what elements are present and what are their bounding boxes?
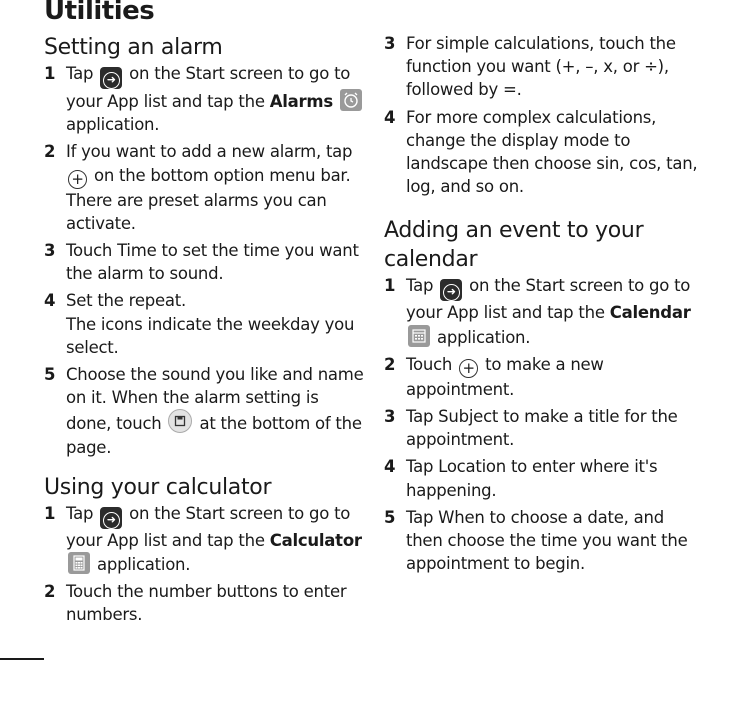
- step-number: 1: [384, 276, 396, 296]
- step-text: Tap: [66, 503, 99, 523]
- page-title: Utilities: [44, 0, 155, 26]
- left-column: [44, 0, 364, 631]
- list-item: [44, 62, 364, 136]
- footer-rule: [0, 658, 44, 660]
- list-item: [44, 239, 364, 285]
- step-text: to make a new appointment.: [406, 354, 604, 399]
- calendar-steps: [384, 274, 699, 575]
- step-text: on the Start screen to go to your App list and tap the: [406, 276, 691, 323]
- calculator-steps: [44, 502, 364, 627]
- step-text: Choose the sound you like and name on it. When the alarm setting is done, touch: [66, 365, 364, 434]
- step-number: 1: [44, 64, 56, 83]
- step-text: Touch the number buttons to enter numbers.: [66, 582, 347, 625]
- section-calendar: [384, 216, 699, 575]
- arrow-circle-icon: ➜: [100, 67, 122, 89]
- calculator-icon: [68, 552, 90, 574]
- step-number: 2: [44, 142, 56, 162]
- step-text: The icons indicate the weekday you select.: [66, 314, 355, 357]
- step-number: 5: [384, 507, 396, 527]
- right-column: [384, 32, 699, 579]
- list-item: [384, 274, 699, 348]
- step-text: Tap Subject to make a title for the appointment.: [406, 407, 678, 450]
- section-title-alarm: Setting an alarm: [44, 35, 223, 60]
- step-text: Touch: [406, 354, 458, 374]
- step-number: 5: [44, 365, 56, 385]
- step-number: 1: [44, 503, 56, 523]
- step-text: Tap: [66, 64, 99, 83]
- list-item: [384, 32, 699, 102]
- plus-circle-icon: +: [459, 359, 478, 378]
- step-number: 4: [44, 291, 56, 311]
- list-item: [44, 140, 364, 235]
- step-number: 2: [44, 582, 56, 602]
- step-number: 3: [384, 407, 396, 427]
- section-title-calculator: Using your calculator: [44, 474, 272, 500]
- step-text: For simple calculations, touch the function you want (+, –, x, or ÷), followed by =.: [406, 34, 676, 100]
- step-number: 3: [44, 241, 56, 261]
- list-item: [44, 580, 364, 626]
- list-item: [44, 502, 364, 576]
- alarm-steps: [44, 62, 364, 459]
- list-item: [384, 455, 699, 501]
- alarm-clock-icon: [340, 89, 362, 111]
- step-text: application.: [437, 327, 531, 347]
- app-name: Calendar: [609, 303, 691, 323]
- step-text: Tap When to choose a date, and then choose the time you want the appointment to begin.: [406, 507, 688, 574]
- step-text: application.: [97, 555, 191, 575]
- step-text: Touch Time to set the time you want the alarm to sound.: [66, 241, 359, 284]
- arrow-circle-icon: ➜: [100, 507, 122, 529]
- step-number: 2: [384, 354, 396, 374]
- list-item: [384, 353, 699, 401]
- step-number: 4: [384, 457, 396, 477]
- step-text: on the Start screen to go to your App list and tap the: [66, 503, 351, 550]
- step-text: Tap Location to enter where it's happening.: [406, 457, 658, 500]
- step-text: on the bottom option menu bar. There are preset alarms you can activate.: [66, 165, 351, 233]
- list-item: [384, 405, 699, 451]
- arrow-circle-icon: ➜: [440, 279, 462, 301]
- list-item: [384, 506, 699, 576]
- step-text: application.: [66, 115, 160, 135]
- section-calculator: [44, 473, 364, 627]
- app-name: Calculator: [269, 530, 362, 550]
- step-text: Tap: [406, 276, 439, 296]
- list-item: [44, 363, 364, 459]
- app-name: Alarms: [269, 92, 333, 111]
- calculator-steps-continued: [384, 32, 699, 198]
- step-text: If you want to add a new alarm, tap: [66, 142, 353, 162]
- calendar-icon: [408, 325, 430, 347]
- save-icon: [168, 409, 192, 433]
- plus-circle-icon: +: [68, 170, 87, 189]
- step-text: on the Start screen to go to your App list and tap the: [66, 64, 351, 111]
- step-text: For more complex calculations, change the display mode to landscape then choose sin, cos, tan, log, and so on.: [406, 107, 698, 197]
- step-number: 4: [384, 107, 396, 127]
- list-item: [384, 106, 699, 199]
- step-text: Set the repeat.: [66, 291, 186, 311]
- step-number: 3: [384, 34, 396, 53]
- section-alarm: [44, 33, 364, 459]
- step-text: at the bottom of the page.: [66, 414, 362, 457]
- section-title-calendar: Adding an event to your calendar: [384, 218, 644, 273]
- list-item: [44, 289, 364, 359]
